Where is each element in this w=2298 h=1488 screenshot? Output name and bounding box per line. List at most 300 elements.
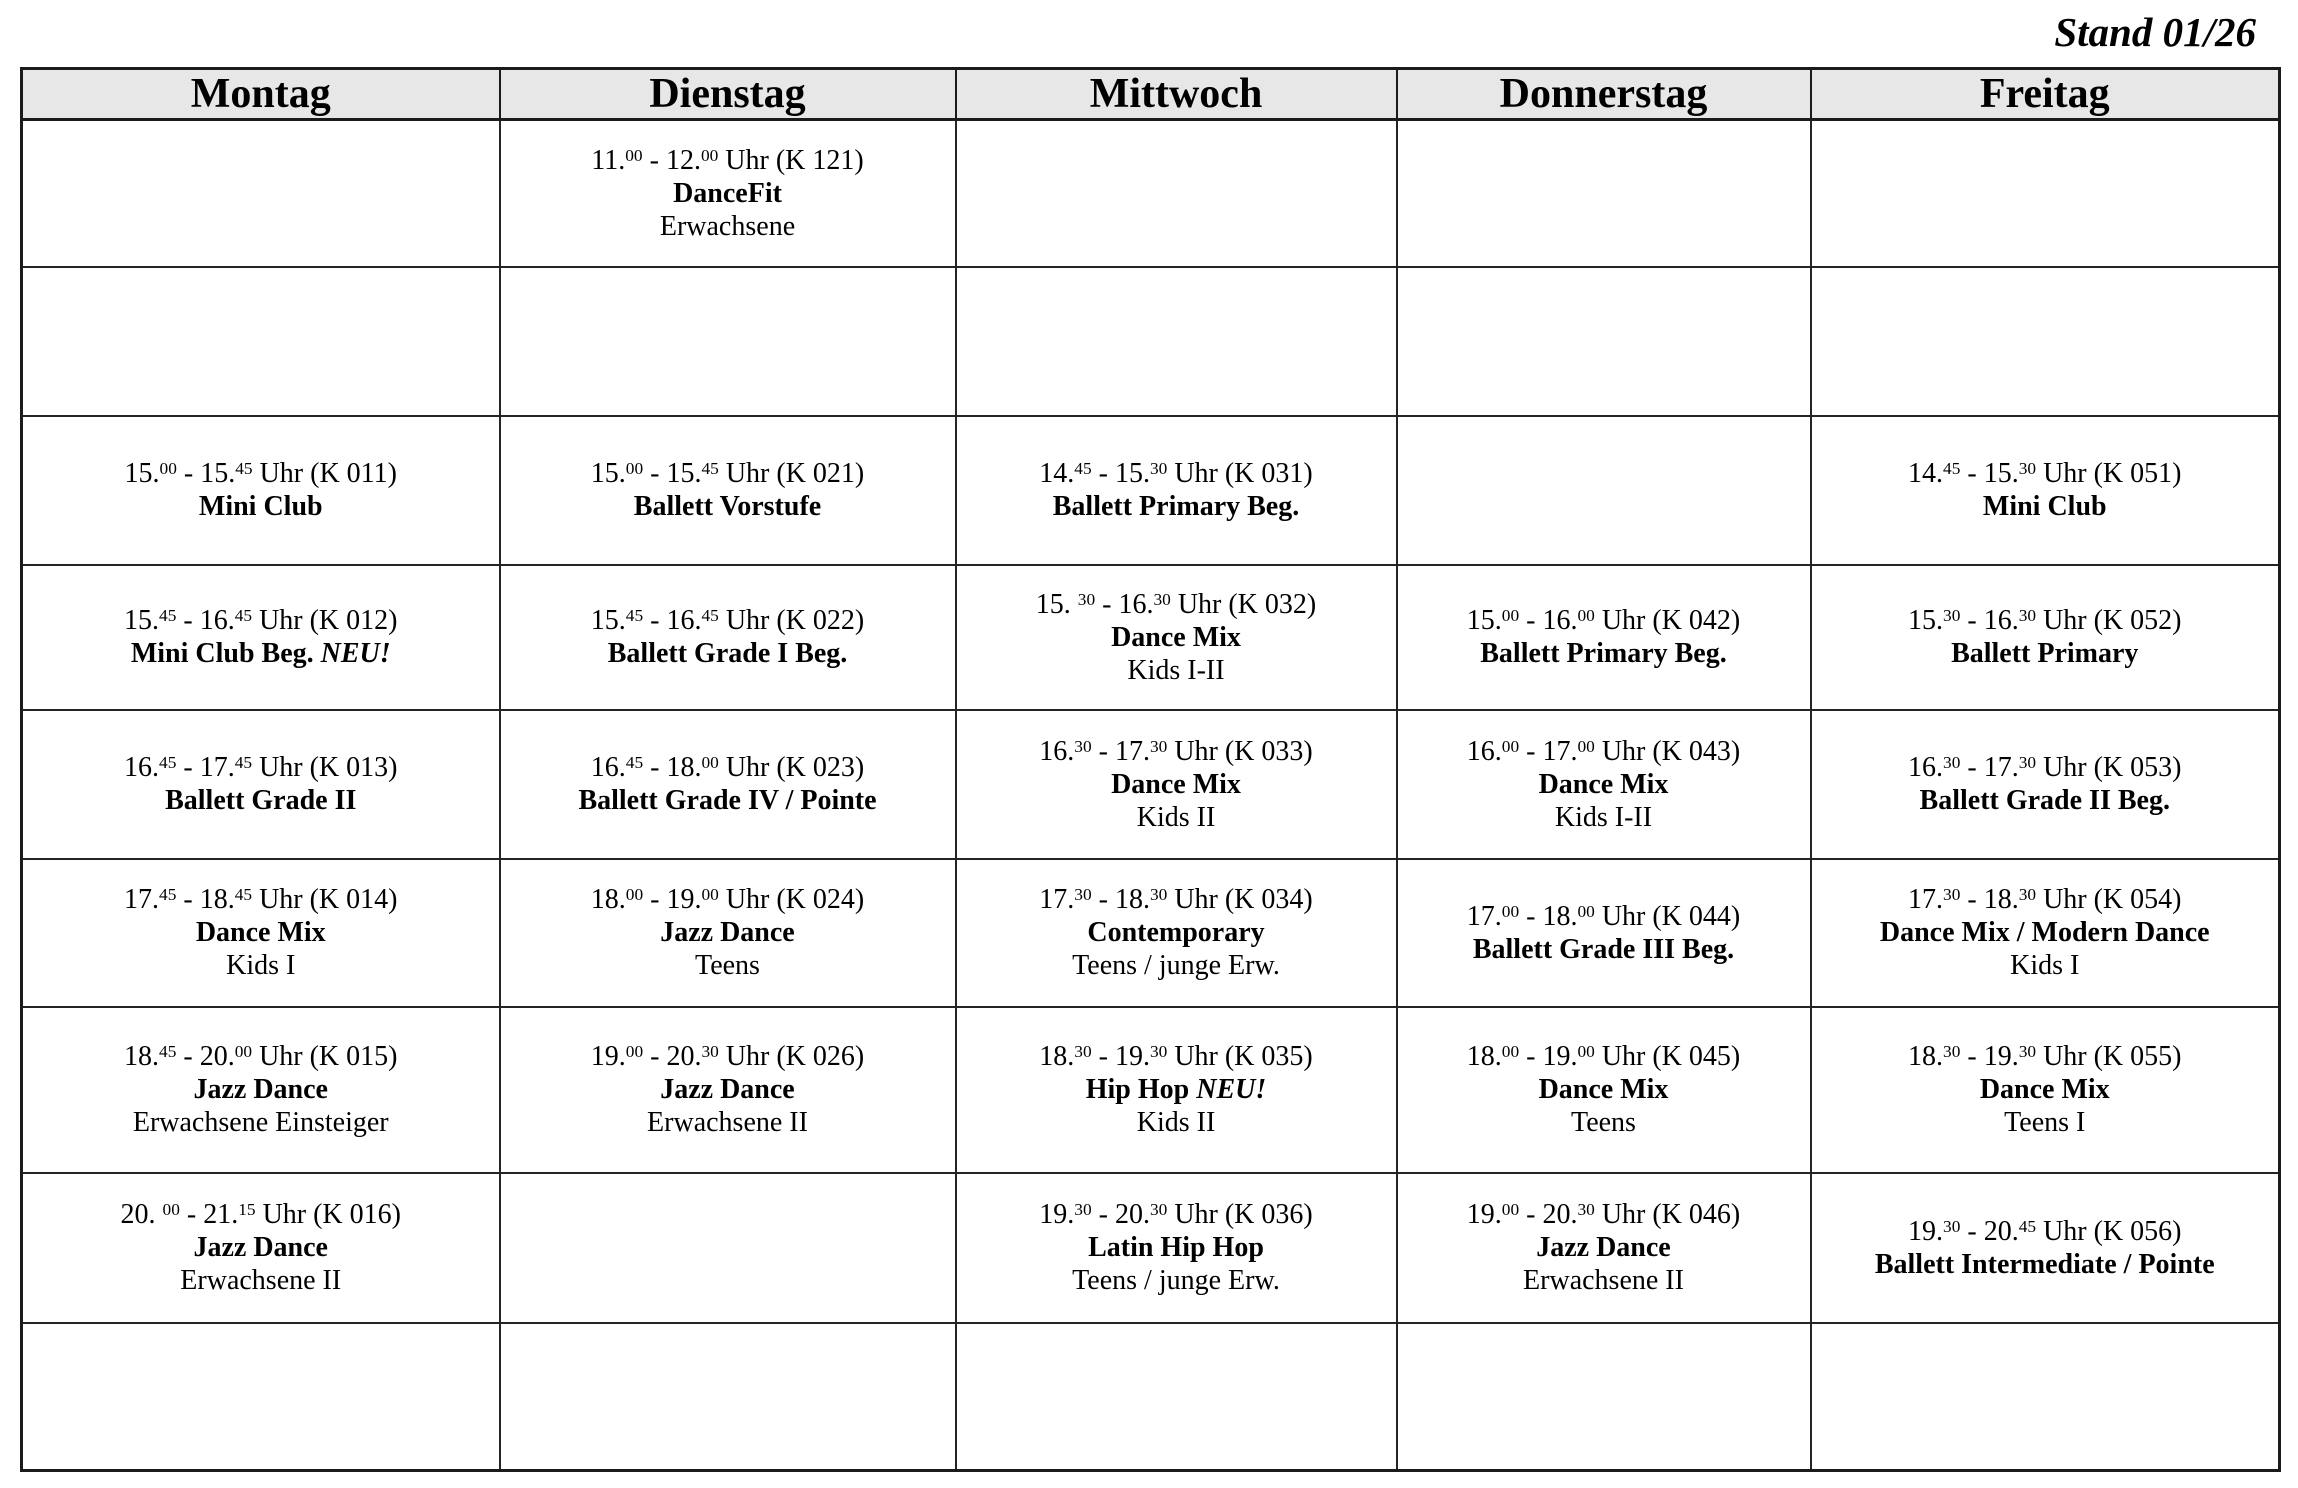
class-title-text: Mini Club Beg. bbox=[130, 638, 314, 669]
time-end: 16. bbox=[199, 605, 235, 636]
class-cell-k015 bbox=[22, 1007, 500, 1173]
time-start: 17. bbox=[124, 884, 160, 915]
time-end: 19. bbox=[1542, 1041, 1578, 1072]
time-separator: - bbox=[1960, 1041, 1984, 1072]
class-audience: Erwachsene Einsteiger bbox=[132, 1107, 389, 1138]
course-code: (K 042) bbox=[1652, 605, 1741, 636]
time-start: 20. bbox=[120, 1199, 163, 1230]
time-start: 18. bbox=[124, 1041, 160, 1072]
time-end: 20. bbox=[1983, 1215, 2019, 1247]
time-end: 17. bbox=[199, 752, 235, 783]
time-separator: - bbox=[179, 1199, 204, 1230]
class-time bbox=[957, 457, 1396, 490]
time-start-minutes: 45 bbox=[1074, 459, 1092, 479]
time-separator: - bbox=[1091, 735, 1115, 767]
class-audience: Erwachsene II bbox=[180, 1265, 342, 1296]
class-time bbox=[501, 604, 955, 637]
class-audience: Kids II bbox=[1136, 1107, 1216, 1138]
class-title-text: Dance Mix bbox=[1111, 768, 1241, 800]
time-end-minutes: 30 bbox=[2018, 753, 2037, 773]
class-title bbox=[1812, 1248, 2279, 1281]
time-start: 15. bbox=[124, 605, 160, 636]
class-audience: Kids I-II bbox=[1554, 801, 1653, 833]
time-end-minutes: 30 bbox=[2018, 885, 2037, 905]
time-end: 16. bbox=[1983, 605, 2019, 636]
time-end-minutes: 45 bbox=[234, 753, 253, 773]
class-cell-k042 bbox=[1397, 565, 1811, 710]
time-end: 19. bbox=[666, 884, 702, 915]
day-header-mittwoch: Mittwoch bbox=[956, 69, 1397, 120]
uhr-label: Uhr bbox=[1167, 458, 1225, 489]
class-title bbox=[1398, 1073, 1810, 1106]
time-start-minutes: 45 bbox=[625, 606, 644, 626]
time-end-minutes: 30 bbox=[2018, 1042, 2037, 1062]
uhr-label: Uhr bbox=[2036, 884, 2094, 915]
class-title bbox=[23, 490, 499, 523]
class-title-text: Jazz Dance bbox=[1536, 1232, 1671, 1263]
time-start-minutes: 30 bbox=[1943, 606, 1961, 626]
class-title-text: Jazz Dance bbox=[660, 1074, 795, 1105]
uhr-label: Uhr bbox=[718, 144, 776, 176]
time-end-minutes: 00 bbox=[1577, 1042, 1595, 1062]
time-separator: - bbox=[643, 1041, 667, 1072]
schedule-row bbox=[22, 710, 2280, 859]
time-separator: - bbox=[643, 884, 667, 915]
time-start-minutes: 45 bbox=[159, 885, 177, 905]
uhr-label: Uhr bbox=[1170, 588, 1229, 620]
uhr-label: Uhr bbox=[718, 884, 777, 915]
time-start-minutes: 00 bbox=[625, 1042, 644, 1062]
class-title bbox=[1812, 784, 2279, 817]
time-end: 19. bbox=[1114, 1041, 1150, 1072]
class-audience: Teens bbox=[695, 950, 760, 981]
class-title bbox=[1398, 1231, 1810, 1264]
class-cell-k024 bbox=[500, 859, 956, 1007]
time-start: 15. bbox=[1035, 588, 1078, 620]
class-title bbox=[501, 916, 955, 949]
time-end-minutes: 45 bbox=[235, 459, 253, 479]
course-code: (K 054) bbox=[2093, 884, 2182, 915]
day-header-row bbox=[22, 69, 2280, 120]
empty-cell-donnerstag bbox=[1397, 120, 1811, 267]
time-end: 18. bbox=[1542, 900, 1578, 932]
class-title-text: Jazz Dance bbox=[193, 1232, 328, 1263]
uhr-label: Uhr bbox=[1594, 900, 1653, 932]
class-cell-k043 bbox=[1397, 710, 1811, 859]
course-code: (K 044) bbox=[1652, 900, 1741, 932]
time-start-minutes: 45 bbox=[159, 753, 177, 773]
class-title-text: Ballett Primary bbox=[1951, 638, 2139, 669]
class-title-text: Dance Mix bbox=[1538, 1074, 1669, 1105]
uhr-label: Uhr bbox=[1167, 884, 1225, 915]
time-end-minutes: 30 bbox=[1153, 589, 1171, 609]
time-end: 20. bbox=[666, 1041, 702, 1072]
class-time bbox=[23, 883, 499, 916]
time-start-minutes: 00 bbox=[625, 459, 644, 479]
class-cell-k032 bbox=[956, 565, 1397, 710]
course-code: (K 023) bbox=[776, 752, 865, 783]
uhr-label: Uhr bbox=[252, 605, 310, 636]
class-time bbox=[501, 1040, 955, 1073]
class-title-neu: NEU! bbox=[320, 638, 391, 669]
uhr-label: Uhr bbox=[2036, 605, 2094, 636]
class-time bbox=[501, 883, 955, 916]
class-title bbox=[957, 1073, 1396, 1106]
class-title-text: Mini Club bbox=[198, 491, 323, 522]
time-end-minutes: 15 bbox=[238, 1200, 256, 1220]
class-audience: Erwachsene bbox=[659, 210, 796, 242]
time-end-minutes: 00 bbox=[701, 885, 719, 905]
course-code: (K 034) bbox=[1224, 884, 1313, 915]
course-code: (K 032) bbox=[1228, 588, 1317, 620]
class-audience: Teens / junge Erw. bbox=[1072, 1265, 1280, 1296]
time-end-minutes: 45 bbox=[701, 459, 719, 479]
time-separator: - bbox=[643, 752, 667, 783]
class-title-text: Latin Hip Hop bbox=[1088, 1232, 1264, 1263]
empty-cell-donnerstag bbox=[1397, 416, 1811, 565]
class-cell-k031 bbox=[956, 416, 1397, 565]
class-cell-k012 bbox=[22, 565, 500, 710]
uhr-label: Uhr bbox=[1167, 1041, 1225, 1072]
time-separator: - bbox=[1960, 752, 1984, 783]
class-time bbox=[1398, 1198, 1810, 1231]
time-separator: - bbox=[643, 605, 667, 636]
time-separator: - bbox=[176, 1041, 200, 1072]
class-cell-k013 bbox=[22, 710, 500, 859]
time-end: 12. bbox=[665, 144, 701, 176]
time-start-minutes: 00 bbox=[1501, 901, 1520, 921]
time-end-minutes: 30 bbox=[1577, 1200, 1595, 1220]
time-start-minutes: 00 bbox=[1501, 736, 1520, 756]
class-audience: Erwachsene II bbox=[647, 1107, 808, 1138]
time-start: 18. bbox=[1039, 1041, 1075, 1072]
class-title bbox=[1398, 768, 1810, 801]
class-title-text: Hip Hop bbox=[1085, 1074, 1190, 1105]
class-cell-k021 bbox=[500, 416, 956, 565]
time-start-minutes: 00 bbox=[159, 459, 177, 479]
class-time bbox=[23, 751, 499, 784]
class-time bbox=[957, 588, 1396, 621]
class-time bbox=[1812, 751, 2279, 784]
time-start: 16. bbox=[1466, 735, 1502, 767]
time-end: 17. bbox=[1114, 735, 1150, 767]
empty-cell-donnerstag bbox=[1397, 267, 1811, 416]
class-title-text: Ballett Grade IV / Pointe bbox=[578, 785, 877, 816]
time-end: 18. bbox=[666, 752, 702, 783]
class-cell-k022 bbox=[500, 565, 956, 710]
time-end: 16. bbox=[1542, 605, 1578, 636]
time-end-minutes: 30 bbox=[701, 1042, 719, 1062]
course-code: (K 033) bbox=[1224, 735, 1313, 767]
time-start-minutes: 00 bbox=[1501, 606, 1520, 626]
time-end-minutes: 30 bbox=[1149, 1042, 1168, 1062]
class-title-text: Dance Mix bbox=[195, 917, 326, 948]
class-cell-k026 bbox=[500, 1007, 956, 1173]
time-end-minutes: 00 bbox=[1577, 736, 1595, 756]
class-time bbox=[957, 883, 1396, 916]
time-separator: - bbox=[1519, 605, 1543, 636]
empty-cell-freitag bbox=[1811, 1323, 2280, 1471]
time-end-minutes: 00 bbox=[1577, 606, 1595, 626]
time-end-minutes: 45 bbox=[234, 606, 253, 626]
day-header-dienstag: Dienstag bbox=[500, 69, 956, 120]
uhr-label: Uhr bbox=[2036, 1041, 2094, 1072]
schedule-row bbox=[22, 1007, 2280, 1173]
course-code: (K 021) bbox=[776, 458, 865, 489]
time-start: 15. bbox=[590, 605, 626, 636]
class-title-text: Contemporary bbox=[1087, 917, 1265, 948]
class-time bbox=[23, 604, 499, 637]
day-header-montag: Montag bbox=[22, 69, 500, 120]
uhr-label: Uhr bbox=[255, 1199, 314, 1230]
course-code: (K 053) bbox=[2093, 752, 2182, 783]
time-separator: - bbox=[642, 144, 666, 176]
time-end: 15. bbox=[1114, 458, 1150, 489]
class-time bbox=[1398, 735, 1810, 768]
uhr-label: Uhr bbox=[252, 752, 310, 783]
course-code: (K 014) bbox=[309, 884, 398, 915]
class-cell-k053 bbox=[1811, 710, 2280, 859]
class-audience: Kids II bbox=[1136, 801, 1216, 833]
course-code: (K 013) bbox=[309, 752, 398, 783]
time-start-minutes: 30 bbox=[1074, 885, 1092, 905]
time-start: 17. bbox=[1908, 884, 1944, 915]
course-code: (K 026) bbox=[776, 1041, 865, 1072]
time-start: 18. bbox=[590, 884, 626, 915]
time-end: 21. bbox=[203, 1199, 239, 1230]
class-cell-k011 bbox=[22, 416, 500, 565]
uhr-label: Uhr bbox=[1594, 605, 1653, 636]
class-time bbox=[1398, 1040, 1810, 1073]
time-end-minutes: 45 bbox=[701, 606, 719, 626]
class-audience: Kids I-II bbox=[1127, 654, 1225, 686]
empty-cell-donnerstag bbox=[1397, 1323, 1811, 1471]
class-time bbox=[957, 1198, 1396, 1231]
empty-cell-freitag bbox=[1811, 120, 2280, 267]
class-title-text: Ballett Vorstufe bbox=[633, 491, 822, 522]
time-start: 19. bbox=[1908, 1215, 1944, 1247]
time-start-minutes: 00 bbox=[625, 885, 644, 905]
time-start: 15. bbox=[124, 458, 160, 489]
day-header-donnerstag: Donnerstag bbox=[1397, 69, 1811, 120]
time-start: 16. bbox=[1908, 752, 1944, 783]
empty-cell-mittwoch bbox=[956, 120, 1397, 267]
class-cell-k056 bbox=[1811, 1173, 2280, 1323]
uhr-label: Uhr bbox=[718, 458, 777, 489]
time-start-minutes: 45 bbox=[1943, 459, 1961, 479]
class-title bbox=[1812, 490, 2279, 523]
schedule-row bbox=[22, 1323, 2280, 1471]
empty-cell-mittwoch bbox=[956, 267, 1397, 416]
class-title bbox=[1812, 916, 2279, 949]
class-cell-k055 bbox=[1811, 1007, 2280, 1173]
time-start-minutes: 00 bbox=[1501, 1200, 1520, 1220]
course-code: (K 052) bbox=[2093, 605, 2182, 636]
class-time bbox=[1812, 1040, 2279, 1073]
class-title bbox=[501, 177, 955, 210]
time-start-minutes: 00 bbox=[1501, 1042, 1520, 1062]
class-title bbox=[23, 1073, 499, 1106]
time-start-minutes: 00 bbox=[162, 1200, 180, 1220]
course-code: (K 011) bbox=[310, 458, 397, 489]
class-title bbox=[1398, 933, 1810, 966]
course-code: (K 035) bbox=[1224, 1041, 1313, 1072]
class-title bbox=[1398, 637, 1810, 670]
class-time bbox=[23, 1040, 499, 1073]
course-code: (K 056) bbox=[2093, 1215, 2182, 1247]
class-cell-k054 bbox=[1811, 859, 2280, 1007]
class-time bbox=[501, 144, 955, 177]
schedule-row bbox=[22, 1173, 2280, 1323]
course-code: (K 036) bbox=[1224, 1199, 1313, 1230]
class-cell-k051 bbox=[1811, 416, 2280, 565]
class-title bbox=[23, 637, 499, 670]
time-separator: - bbox=[1091, 1041, 1115, 1072]
class-time bbox=[1812, 1215, 2279, 1248]
time-separator: - bbox=[1519, 1041, 1543, 1072]
class-title bbox=[23, 784, 499, 817]
class-title-text: Dance Mix bbox=[1111, 621, 1241, 653]
empty-cell-dienstag bbox=[500, 267, 956, 416]
course-code: (K 046) bbox=[1652, 1199, 1741, 1230]
time-end: 15. bbox=[1983, 458, 2019, 489]
class-title bbox=[957, 490, 1396, 523]
schedule-row bbox=[22, 267, 2280, 416]
time-end-minutes: 30 bbox=[1149, 459, 1168, 479]
class-time bbox=[23, 1198, 499, 1231]
time-separator: - bbox=[1519, 1199, 1543, 1230]
time-start-minutes: 00 bbox=[625, 145, 643, 165]
time-separator: - bbox=[1960, 884, 1984, 915]
class-audience: Kids I bbox=[226, 950, 296, 981]
empty-cell-montag bbox=[22, 267, 500, 416]
time-separator: - bbox=[176, 752, 200, 783]
class-time bbox=[1398, 900, 1810, 933]
course-code: (K 024) bbox=[776, 884, 865, 915]
empty-cell-dienstag bbox=[500, 1323, 956, 1471]
class-time bbox=[1398, 604, 1810, 637]
class-audience: Teens bbox=[1571, 1107, 1636, 1138]
course-code: (K 015) bbox=[309, 1041, 398, 1072]
uhr-label: Uhr bbox=[252, 1041, 310, 1072]
class-title-text: Ballett Grade I Beg. bbox=[607, 638, 848, 669]
time-start: 19. bbox=[1466, 1199, 1502, 1230]
time-start: 16. bbox=[590, 752, 626, 783]
time-end-minutes: 00 bbox=[1577, 901, 1595, 921]
class-title-text: Ballett Grade II bbox=[165, 785, 357, 816]
time-separator: - bbox=[1960, 458, 1984, 489]
class-title bbox=[957, 621, 1396, 654]
uhr-label: Uhr bbox=[2036, 752, 2094, 783]
class-cell-k044 bbox=[1397, 859, 1811, 1007]
class-title-neu: NEU! bbox=[1196, 1074, 1267, 1105]
uhr-label: Uhr bbox=[2036, 458, 2094, 489]
uhr-label: Uhr bbox=[2036, 1215, 2094, 1247]
class-cell-k046 bbox=[1397, 1173, 1811, 1323]
class-audience: Teens I bbox=[2004, 1107, 2086, 1138]
class-time bbox=[957, 735, 1396, 768]
time-start: 16. bbox=[124, 752, 160, 783]
schedule-table bbox=[20, 67, 2281, 1472]
uhr-label: Uhr bbox=[1167, 1199, 1225, 1230]
class-title-text: Jazz Dance bbox=[660, 917, 795, 948]
uhr-label: Uhr bbox=[1167, 735, 1225, 767]
time-separator: - bbox=[1960, 1215, 1984, 1247]
class-cell-k034 bbox=[956, 859, 1397, 1007]
time-end: 15. bbox=[666, 458, 702, 489]
course-code: (K 012) bbox=[309, 605, 398, 636]
time-separator: - bbox=[1519, 735, 1543, 767]
schedule-row bbox=[22, 120, 2280, 267]
time-start: 18. bbox=[1466, 1041, 1502, 1072]
time-end: 19. bbox=[1983, 1041, 2019, 1072]
time-separator: - bbox=[176, 884, 200, 915]
time-end: 16. bbox=[666, 605, 702, 636]
time-start: 15. bbox=[590, 458, 626, 489]
class-title bbox=[501, 784, 955, 817]
time-start: 17. bbox=[1039, 884, 1075, 915]
class-time bbox=[1812, 883, 2279, 916]
class-title-text: Dance Mix / Modern Dance bbox=[1879, 917, 2210, 948]
uhr-label: Uhr bbox=[718, 1041, 777, 1072]
class-time bbox=[1812, 457, 2279, 490]
course-code: (K 045) bbox=[1652, 1041, 1741, 1072]
class-time bbox=[957, 1040, 1396, 1073]
course-code: (K 055) bbox=[2093, 1041, 2182, 1072]
class-time bbox=[501, 457, 955, 490]
empty-cell-freitag bbox=[1811, 267, 2280, 416]
class-title bbox=[1812, 1073, 2279, 1106]
class-title-text: Ballett Primary Beg. bbox=[1480, 638, 1727, 669]
time-separator: - bbox=[1095, 588, 1119, 620]
time-start: 14. bbox=[1039, 458, 1075, 489]
class-title-text: Dance Mix bbox=[1538, 768, 1669, 800]
schedule-row bbox=[22, 416, 2280, 565]
time-end-minutes: 30 bbox=[2018, 459, 2037, 479]
class-title-text: Ballett Primary Beg. bbox=[1052, 491, 1300, 522]
class-title bbox=[23, 916, 499, 949]
time-separator: - bbox=[176, 458, 201, 489]
class-title-text: DanceFit bbox=[673, 177, 782, 209]
class-title bbox=[501, 490, 955, 523]
course-code: (K 022) bbox=[776, 605, 865, 636]
time-end: 20. bbox=[1114, 1199, 1150, 1230]
empty-cell-montag bbox=[22, 120, 500, 267]
course-code: (K 016) bbox=[313, 1199, 401, 1230]
time-start-minutes: 45 bbox=[159, 606, 177, 626]
class-title-text: Ballett Grade II Beg. bbox=[1919, 785, 2170, 816]
time-end: 20. bbox=[1542, 1199, 1578, 1230]
time-start-minutes: 30 bbox=[1943, 885, 1961, 905]
time-end: 16. bbox=[1118, 588, 1154, 620]
time-end: 15. bbox=[200, 458, 236, 489]
time-end-minutes: 30 bbox=[1149, 1200, 1168, 1220]
time-end-minutes: 00 bbox=[234, 1042, 253, 1062]
time-separator: - bbox=[1091, 458, 1115, 489]
class-title-text: Jazz Dance bbox=[193, 1074, 328, 1105]
time-end-minutes: 30 bbox=[1149, 736, 1168, 756]
time-end-minutes: 45 bbox=[2018, 1216, 2037, 1236]
time-start: 15. bbox=[1466, 605, 1502, 636]
class-title-text: Mini Club bbox=[1982, 491, 2107, 522]
schedule-row bbox=[22, 859, 2280, 1007]
class-title bbox=[1812, 637, 2279, 670]
uhr-label: Uhr bbox=[252, 884, 310, 915]
class-cell-k052 bbox=[1811, 565, 2280, 710]
class-cell-k023 bbox=[500, 710, 956, 859]
time-separator: - bbox=[1519, 900, 1543, 932]
uhr-label: Uhr bbox=[1594, 1199, 1653, 1230]
